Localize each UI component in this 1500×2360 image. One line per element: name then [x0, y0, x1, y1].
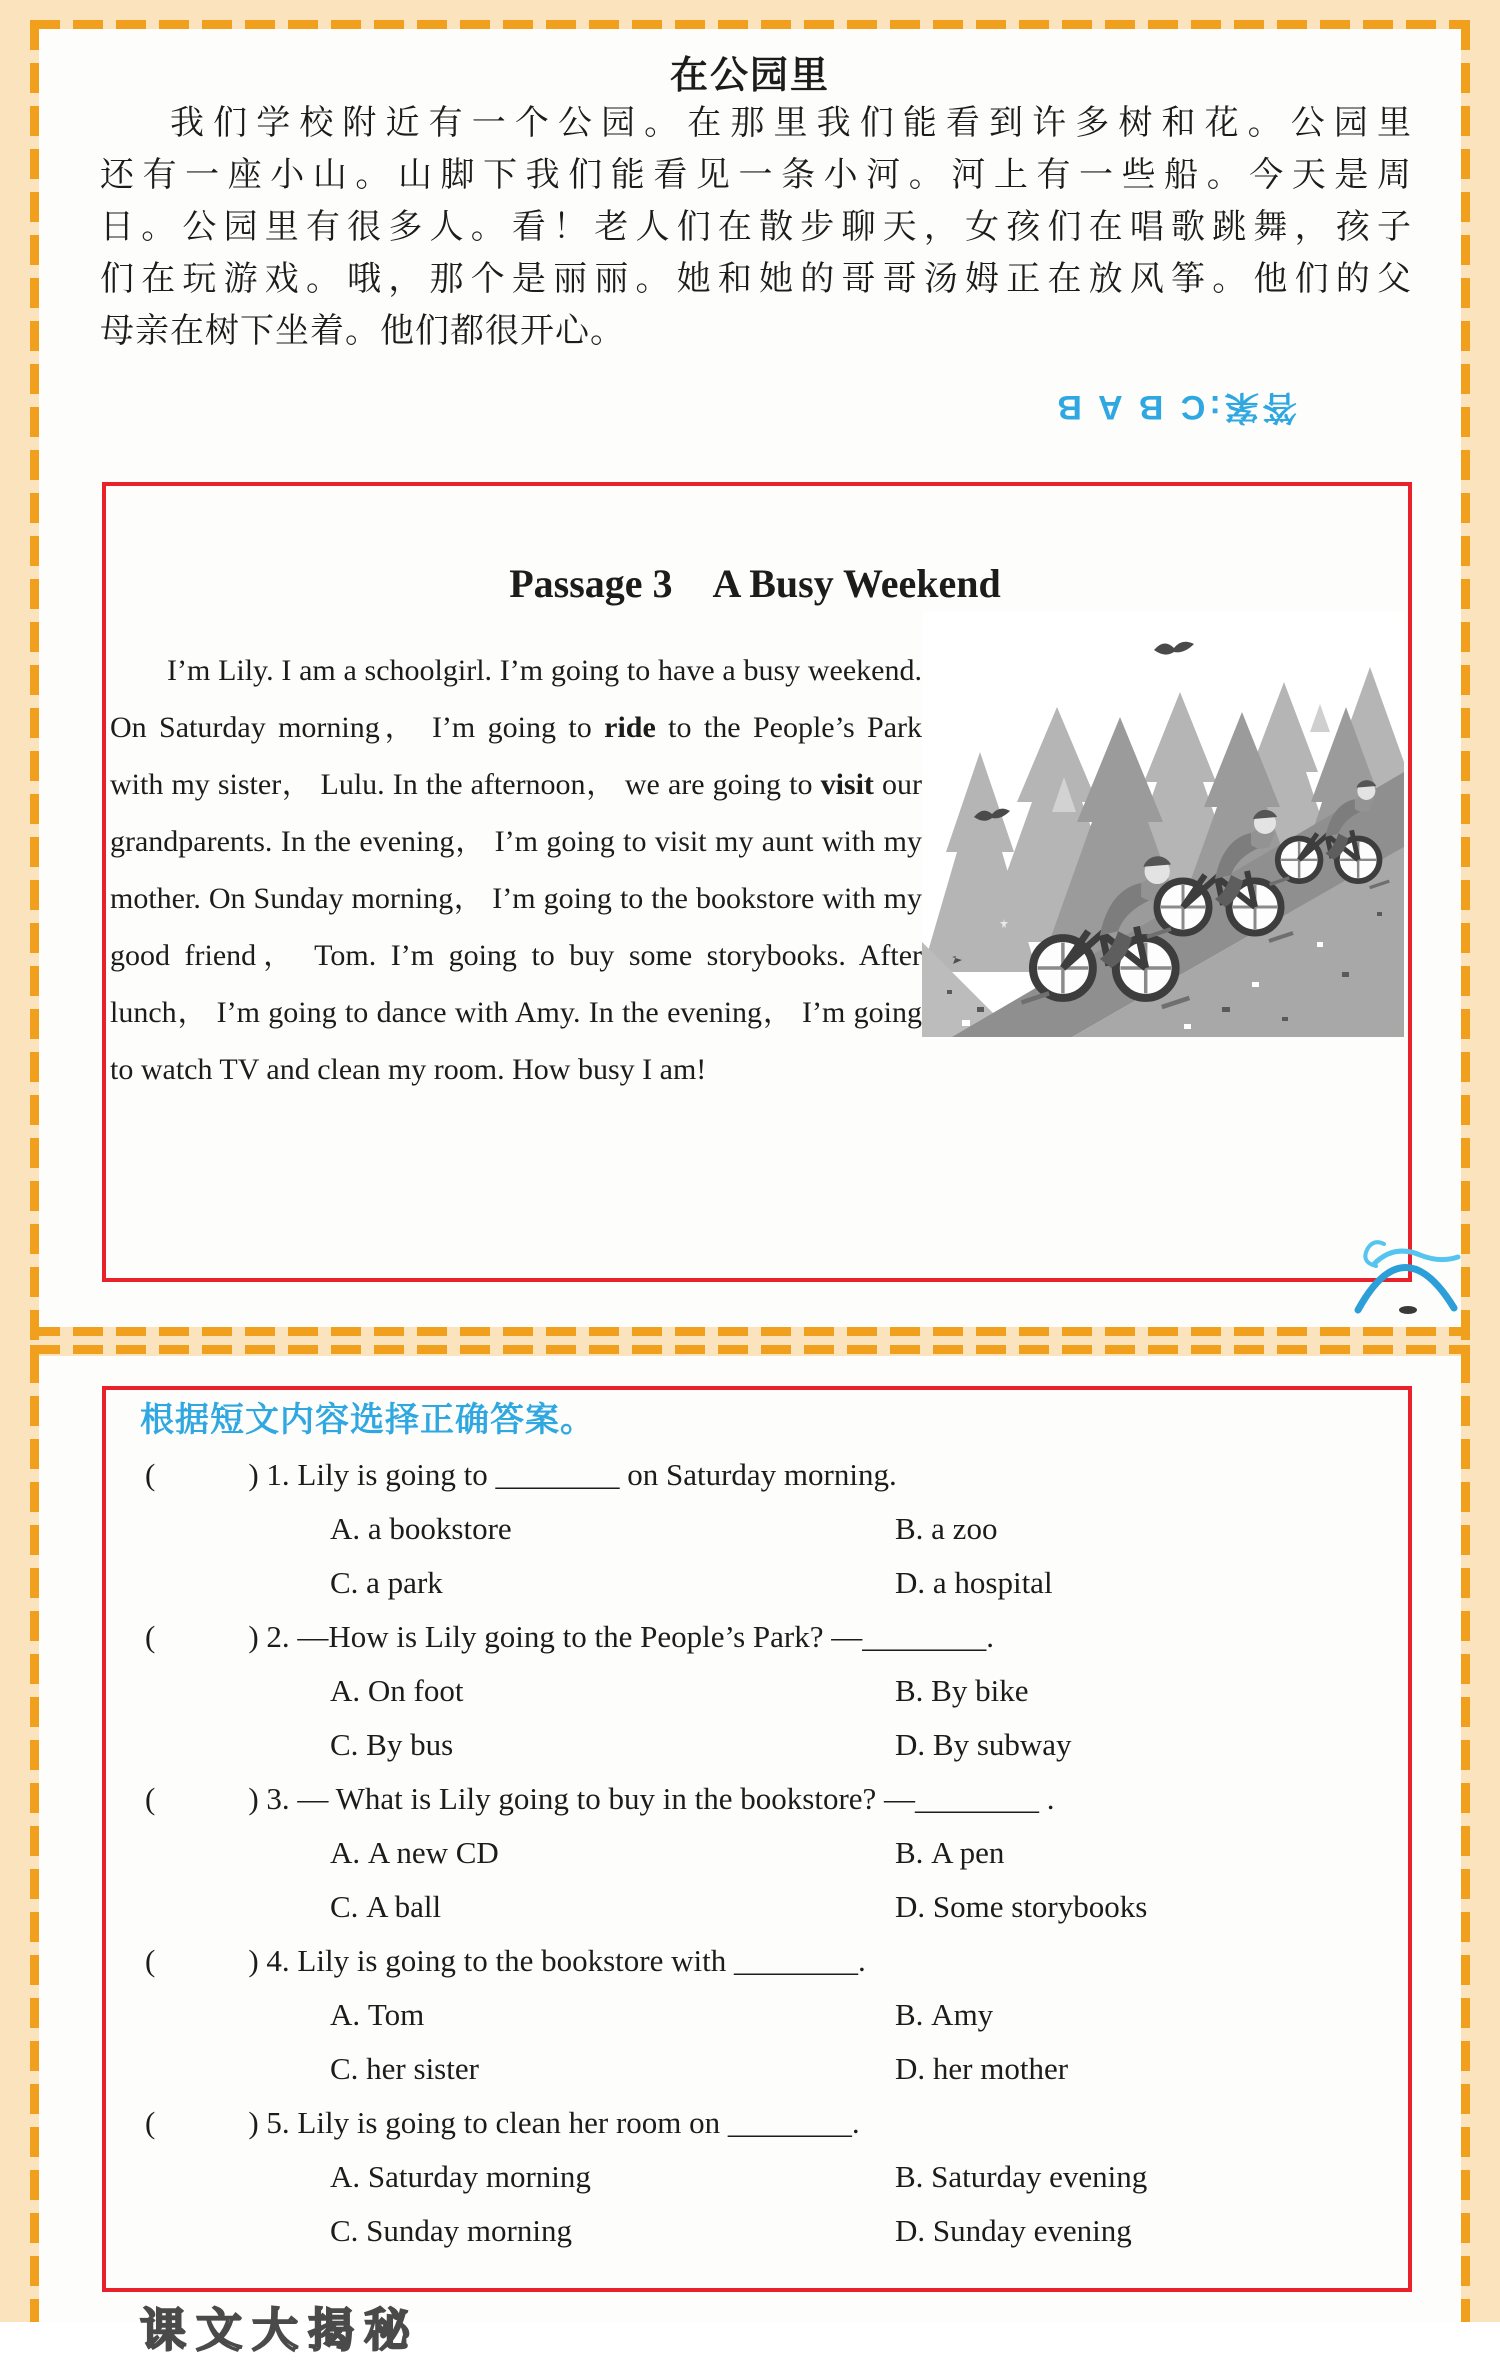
- question-stem: Lily is going to clean her room on ________.: [297, 2105, 860, 2140]
- options-row: [145, 2042, 1407, 2096]
- question-item: [145, 2096, 1407, 2258]
- chinese-paragraph-line: 母亲在树下坐着。他们都很开心。: [100, 313, 625, 350]
- option-b: B. By bike: [895, 1673, 1029, 1708]
- options-row: [145, 1880, 1407, 1934]
- option-b: B. Saturday evening: [895, 2159, 1148, 2194]
- option-a: A. Saturday morning: [330, 2159, 591, 2194]
- option-a: A. Tom: [330, 1997, 425, 2032]
- question-number: 3.: [258, 1781, 298, 1816]
- question-stem: Lily is going to ________ on Saturday morning.: [297, 1457, 897, 1492]
- option-b: B. A pen: [895, 1835, 1005, 1870]
- passage-title: Passage 3 A Busy Weekend: [509, 561, 1001, 606]
- options-row: [145, 2150, 1407, 2204]
- question-item: [145, 1448, 1407, 1610]
- answer-parentheses: ( ): [145, 1457, 259, 1492]
- passage-bold-word: visit: [820, 768, 874, 801]
- question-number: 1.: [258, 1457, 298, 1492]
- cyclists-illustration: [922, 612, 1404, 1037]
- question-item: [145, 1772, 1407, 1934]
- question-stem: — What is Lily going to buy in the bookstore? —________ .: [297, 1781, 1055, 1816]
- passage-text-segment: to the People’s Park with my sister， Lulu. In the afternoon， we are going to: [110, 711, 923, 801]
- passage-text-segment: I’m Lily. I am a schoolgirl. I’m going to have a busy weekend. On Saturday morning， I’m going to: [110, 654, 922, 744]
- option-c: C. By bus: [330, 1727, 454, 1762]
- question-list: [145, 1448, 1407, 2258]
- options-row: [145, 1664, 1407, 1718]
- question-stem-row: [145, 1610, 1407, 1664]
- question-item: [145, 1610, 1407, 1772]
- chinese-paragraph-line: 还有一座小山。山脚下我们能看见一条小河。河上有一些船。今天是周: [100, 157, 1412, 194]
- questions-instruction: 根据短文内容选择正确答案。: [140, 1401, 595, 1439]
- blue-swirl-decoration: [1346, 1234, 1468, 1316]
- dashed-border-top: [30, 20, 1470, 29]
- answer-parentheses: ( ): [145, 1943, 259, 1978]
- chinese-paragraph-line: 们在玩游戏。哦，那个是丽丽。她和她的哥哥汤姆正在放风筝。他们的父: [100, 261, 1412, 298]
- passage-text-segment: our grandparents. In the evening， I’m going to visit my aunt with my mother. On Sunday morning， I’m going to the bookstore with my good friend， Tom. I’m going to buy some storybooks. After lunch， I’m going to dance with Amy. In the evening， I’m going to watch TV and clean my room. How busy I am!: [110, 768, 922, 1086]
- option-d: D. By subway: [895, 1727, 1072, 1762]
- options-row: [145, 1502, 1407, 1556]
- dashed-border-page1-bottom: [30, 1327, 1470, 1336]
- option-c: C. A ball: [330, 1889, 442, 1924]
- option-b: B. Amy: [895, 1997, 994, 2032]
- answer-parentheses: ( ): [145, 2105, 259, 2140]
- options-row: [145, 1988, 1407, 2042]
- question-stem-row: [145, 2096, 1407, 2150]
- question-stem: —How is Lily going to the People’s Park? —________.: [297, 1619, 994, 1654]
- option-d: D. Some storybooks: [895, 1889, 1148, 1924]
- option-d: D. a hospital: [895, 1565, 1053, 1600]
- answer-parentheses: ( ): [145, 1619, 259, 1654]
- question-number: 2.: [258, 1619, 298, 1654]
- chinese-paragraph-line: 我们学校附近有一个公园。在那里我们能看到许多树和花。公园里: [170, 105, 1412, 142]
- dashed-border-right: [1461, 20, 1470, 2322]
- upside-down-answer-key: 答案:C B A B: [1053, 388, 1297, 426]
- option-a: A. A new CD: [330, 1835, 499, 1870]
- options-row: [145, 1718, 1407, 1772]
- question-stem-row: [145, 1772, 1407, 1826]
- option-c: C. Sunday morning: [330, 2213, 572, 2248]
- question-number: 5.: [258, 2105, 298, 2140]
- question-item: [145, 1934, 1407, 2096]
- passage-bold-word: ride: [604, 711, 656, 744]
- options-row: [145, 2204, 1407, 2258]
- options-row: [145, 1826, 1407, 1880]
- question-number: 4.: [258, 1943, 298, 1978]
- question-stem-row: [145, 1448, 1407, 1502]
- next-section-cut-heading: 课文大揭秘: [140, 2304, 420, 2356]
- option-d: D. her mother: [895, 2051, 1069, 2086]
- option-d: D. Sunday evening: [895, 2213, 1132, 2248]
- option-b: B. a zoo: [895, 1511, 998, 1546]
- option-c: C. a park: [330, 1565, 443, 1600]
- chinese-paragraph: [100, 98, 1412, 358]
- options-row: [145, 1556, 1407, 1610]
- question-stem: Lily is going to the bookstore with ________.: [297, 1943, 866, 1978]
- option-c: C. her sister: [330, 2051, 479, 2086]
- dashed-border-page2-top: [30, 1345, 1470, 1354]
- option-a: A. a bookstore: [330, 1511, 512, 1546]
- answer-parentheses: ( ): [145, 1781, 259, 1816]
- option-a: A. On foot: [330, 1673, 464, 1708]
- question-stem-row: [145, 1934, 1407, 1988]
- dashed-border-left: [30, 20, 39, 2322]
- chinese-passage-title: 在公园里: [669, 55, 830, 97]
- passage-body: [110, 642, 1404, 1098]
- chinese-paragraph-line: 日。公园里有很多人。看！老人们在散步聊天，女孩们在唱歌跳舞，孩子: [100, 209, 1412, 246]
